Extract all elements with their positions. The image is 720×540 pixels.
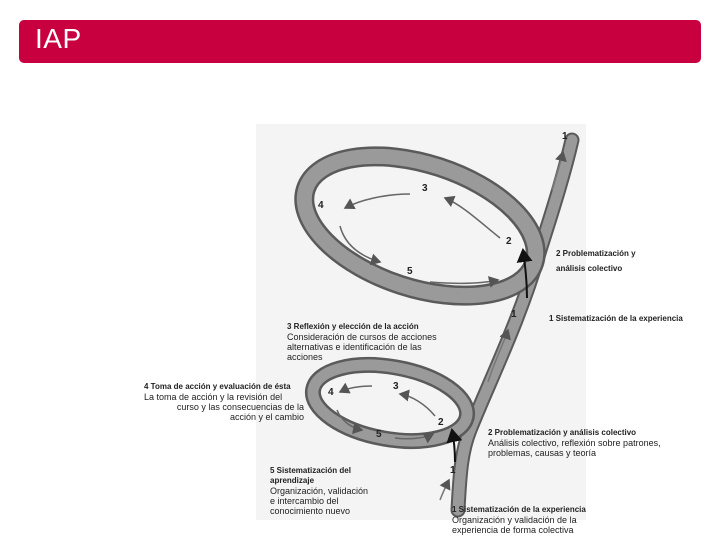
label-upper-sistematizacion [549,314,683,324]
upper-step-5: 5 [407,266,413,277]
label-lower-problematizacion-body-1: Análisis colectivo, reflexión sobre patrones, [488,438,661,448]
label-lower-sistematizacion-head: 1 Sistematización de la experiencia [452,505,586,514]
label-aprendizaje-body-1: Organización, validación [270,486,369,496]
label-toma-accion [144,382,304,422]
label-aprendizaje-body-2: e intercambio del [270,496,339,506]
lower-step-5: 5 [376,429,382,440]
label-lower-sistematizacion-body-2: experiencia de forma colectiva [452,525,574,535]
label-toma-accion-body-3: acción y el cambio [229,412,304,422]
label-lower-problematizacion-head: 2 Problematización y análisis colectivo [488,428,637,437]
label-toma-accion-head: 4 Toma de acción y evaluación de ésta [144,382,291,391]
lower-step-4: 4 [328,387,334,398]
label-aprendizaje [270,466,368,516]
upper-step-2: 2 [506,236,512,247]
label-reflexion-body-2: alternativas e identificación de las [287,342,422,352]
label-reflexion-body-3: acciones [287,352,323,362]
label-lower-sistematizacion-body-1: Organización y validación de la [452,515,577,525]
lower-step-2: 2 [438,417,444,428]
label-aprendizaje-head-1: 5 Sistematización del [270,466,351,475]
label-lower-problematizacion [488,428,661,458]
label-reflexion-body-1: Consideración de cursos de acciones [287,332,437,342]
upper-step-1-top: 1 [562,131,568,142]
label-upper-problematizacion [556,249,636,274]
label-upper-sistematizacion-head: 1 Sistematización de la experiencia [549,314,683,323]
label-aprendizaje-head-2: aprendizaje [270,476,315,485]
label-lower-problematizacion-body-2: problemas, causas y teoría [488,448,597,458]
label-toma-accion-body-1: La toma de acción y la revisión del [144,392,283,402]
label-reflexion [287,322,437,362]
label-upper-problematizacion-head-2: análisis colectivo [556,264,623,273]
upper-step-3: 3 [422,183,428,194]
lower-step-3: 3 [393,381,399,392]
label-reflexion-head: 3 Reflexión y elección de la acción [287,322,419,331]
page-title: IAP [35,23,82,54]
label-aprendizaje-body-3: conocimiento nuevo [270,506,351,516]
label-upper-problematizacion-head-1: 2 Problematización y [556,249,636,258]
lower-step-1: 1 [450,465,456,476]
label-lower-sistematizacion [452,505,586,535]
upper-step-1: 1 [511,309,517,320]
label-toma-accion-body-2: curso y las consecuencias de la [176,402,304,412]
upper-step-4: 4 [318,200,324,211]
